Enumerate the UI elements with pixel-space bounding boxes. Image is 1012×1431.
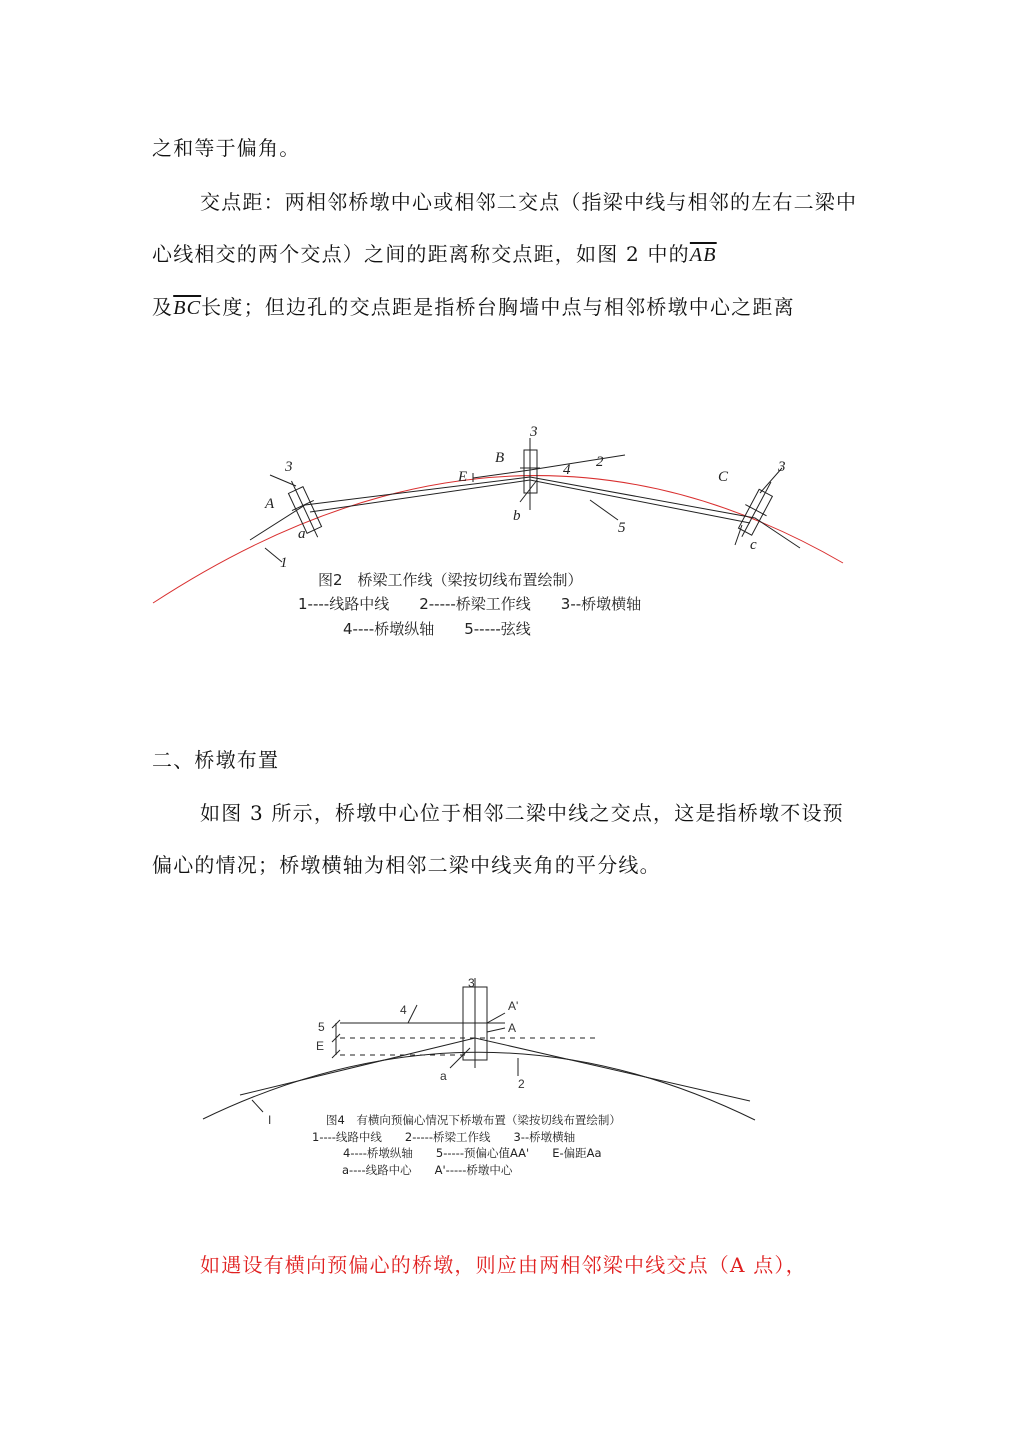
fig2-label-1: 1 xyxy=(280,555,288,571)
fig2-label-3a: 3 xyxy=(285,459,293,475)
fig3-caption: 图4 有横向预偏心情况下桥墩布置（梁按切线布置绘制） xyxy=(326,1113,621,1127)
fig3-label-5: 5 xyxy=(318,1020,325,1034)
fig2-label-A: A xyxy=(265,496,275,512)
fig2-label-b: b xyxy=(513,508,521,524)
section-heading-text: 二、桥墩布置 xyxy=(152,748,280,772)
fig3-label-3: 3 xyxy=(468,976,475,990)
fig2-label-E: E xyxy=(458,469,468,485)
fig3-legend-line2: 4----桥墩纵轴 5-----预偏心值AA' E-偏距Aa xyxy=(343,1146,602,1160)
paragraph-1-text: 之和等于偏角。 xyxy=(152,136,301,160)
fig3-legend-line3: a----线路中心 A'-----桥墩中心 xyxy=(342,1163,513,1177)
fig2-label-a: a xyxy=(298,526,306,542)
paragraph-2-text-b: 及 xyxy=(152,295,174,319)
fig3-label-I: I xyxy=(268,1113,272,1127)
fig3-label-a: a xyxy=(440,1069,447,1083)
fig3-label-E: E xyxy=(316,1039,325,1053)
fig3-label-A: A xyxy=(508,1021,517,1035)
paragraph-4-text: 如遇设有横向预偏心的桥墩，则应由两相邻梁中线交点（A 点）， xyxy=(200,1253,807,1277)
fig2-legend-line2: 4----桥墩纵轴 5-----弦线 xyxy=(343,620,531,638)
route-centerline-curve xyxy=(203,1052,755,1120)
fig3-label-4: 4 xyxy=(400,1003,407,1017)
segment-ab: $\overline{AB}$ xyxy=(689,244,717,266)
fig2-label-2: 2 xyxy=(596,454,604,470)
paragraph-3-text: 如图 3 所示，桥墩中心位于相邻二梁中线之交点，这是指桥墩不设预偏心的情况；桥墩横轴为相邻二梁中线夹角的平分线。 xyxy=(152,801,844,877)
fig2-label-C: C xyxy=(718,469,729,485)
fig3-legend-line1: 1----线路中线 2-----桥梁工作线 3--桥墩横轴 xyxy=(312,1130,576,1144)
segment-bc: $\overline{BC}$ xyxy=(173,297,202,319)
fig2-label-4: 4 xyxy=(563,462,571,478)
fig2-caption: 图2 桥梁工作线（梁按切线布置绘制） xyxy=(318,571,583,589)
paragraph-2-text-a: 交点距：两相邻桥墩中心或相邻二交点（指梁中线与相邻的左右二梁中心线相交的两个交点）之间的距离称交点距，如图 2 中的 xyxy=(152,190,858,266)
fig2-label-c: c xyxy=(750,537,757,553)
fig3-label-2: 2 xyxy=(518,1077,525,1091)
paragraph-2-text-c: 长度；但边孔的交点距是指桥台胸墙中点与相邻桥墩中心之距离 xyxy=(201,295,795,319)
fig2-label-3c: 3 xyxy=(778,459,786,475)
fig2-legend-line1: 1----线路中线 2-----桥梁工作线 3--桥墩横轴 xyxy=(298,595,642,613)
fig2-label-B: B xyxy=(495,450,505,466)
paragraph-4 xyxy=(152,1239,862,1291)
fig2-label-3b: 3 xyxy=(530,424,538,440)
fig2-label-5: 5 xyxy=(618,520,626,536)
fig3-label-A-prime: A' xyxy=(508,999,519,1013)
